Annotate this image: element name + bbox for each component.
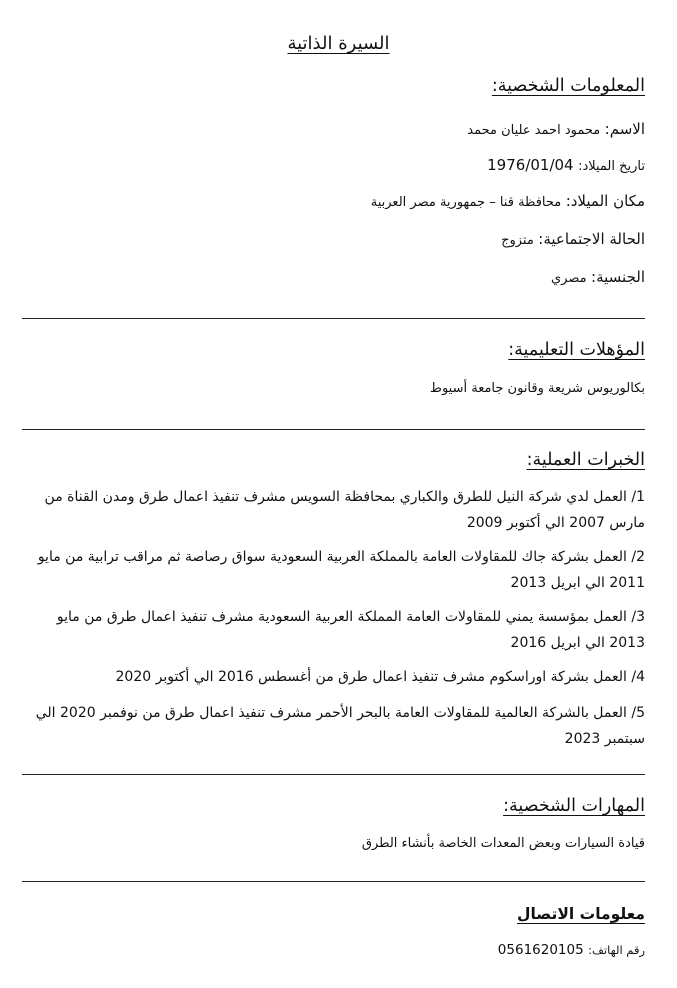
- name-value: محمود احمد عليان محمد: [467, 123, 601, 138]
- experience-item-3: 3/ العمل بمؤسسة يمني للمقاولات العامة المملكة العربية السعودية مشرف تنفيذ اعمال طرق من مايو 2013 الي ابريل 2016: [56, 609, 645, 651]
- marital-label: الحالة الاجتماعية:: [538, 230, 645, 248]
- experience-item-1: 1/ العمل لدي شركة النيل للطرق والكباري بمحافظة السويس مشرف تنفيذ اعمال طرق ومدن القناة من مارس 2007 الي أكتوبر 2009: [44, 489, 645, 531]
- experience-item-5: 5/ العمل بالشركة العالمية للمقاولات العامة بالبحر الأحمر مشرف تنفيذ اعمال طرق من نوفمبر 2020 الي سبتمبر 2023: [35, 705, 645, 747]
- divider: [22, 881, 645, 882]
- divider: [22, 318, 645, 319]
- marital-row: [22, 230, 645, 248]
- experience-item-2: 2/ العمل بشركة جاك للمقاولات العامة بالمملكة العربية السعودية سواق رصاصة ثم مراقب ترابية من مايو 2011 الي ابريل 2013: [37, 549, 645, 591]
- skills-heading: المهارات الشخصية:: [503, 796, 645, 816]
- pob-value: محافظة قنا – جمهورية مصر العربية: [370, 195, 562, 210]
- phone-value: 0561620105: [497, 942, 584, 958]
- phone-row: [22, 942, 645, 958]
- nationality-label: الجنسية:: [591, 268, 645, 286]
- skills-text: قيادة السيارات وبعض المعدات الخاصة بأنشاء الطرق: [361, 836, 645, 851]
- experience-item-4: 4/ العمل بشركة اوراسكوم مشرف تنفيذ اعمال طرق من أغسطس 2016 الي أكتوبر 2020: [115, 669, 645, 685]
- education-heading: المؤهلات التعليمية:: [508, 340, 645, 360]
- education-text: بكالوريوس شريعة وقانون جامعة أسيوط: [429, 381, 645, 396]
- dob-label: تاريخ الميلاد:: [578, 159, 645, 174]
- contact-heading: معلومات الاتصال: [517, 905, 645, 923]
- pob-label: مكان الميلاد:: [565, 192, 645, 210]
- divider: [22, 429, 645, 430]
- nationality-value: مصري: [551, 271, 587, 286]
- document-title: السيرة الذاتية: [287, 33, 390, 54]
- marital-value: متزوج: [501, 233, 534, 248]
- phone-label: رقم الهاتف:: [588, 943, 645, 957]
- personal-info-heading: المعلومات الشخصية:: [491, 76, 645, 96]
- dob-value: 1976/01/04: [487, 156, 574, 174]
- pob-row: [22, 192, 645, 210]
- divider: [22, 774, 645, 775]
- name-label: الاسم:: [604, 120, 645, 138]
- experience-heading: الخبرات العملية:: [526, 450, 645, 470]
- dob-row: [22, 156, 645, 174]
- nationality-row: [22, 268, 645, 286]
- name-row: [22, 120, 645, 138]
